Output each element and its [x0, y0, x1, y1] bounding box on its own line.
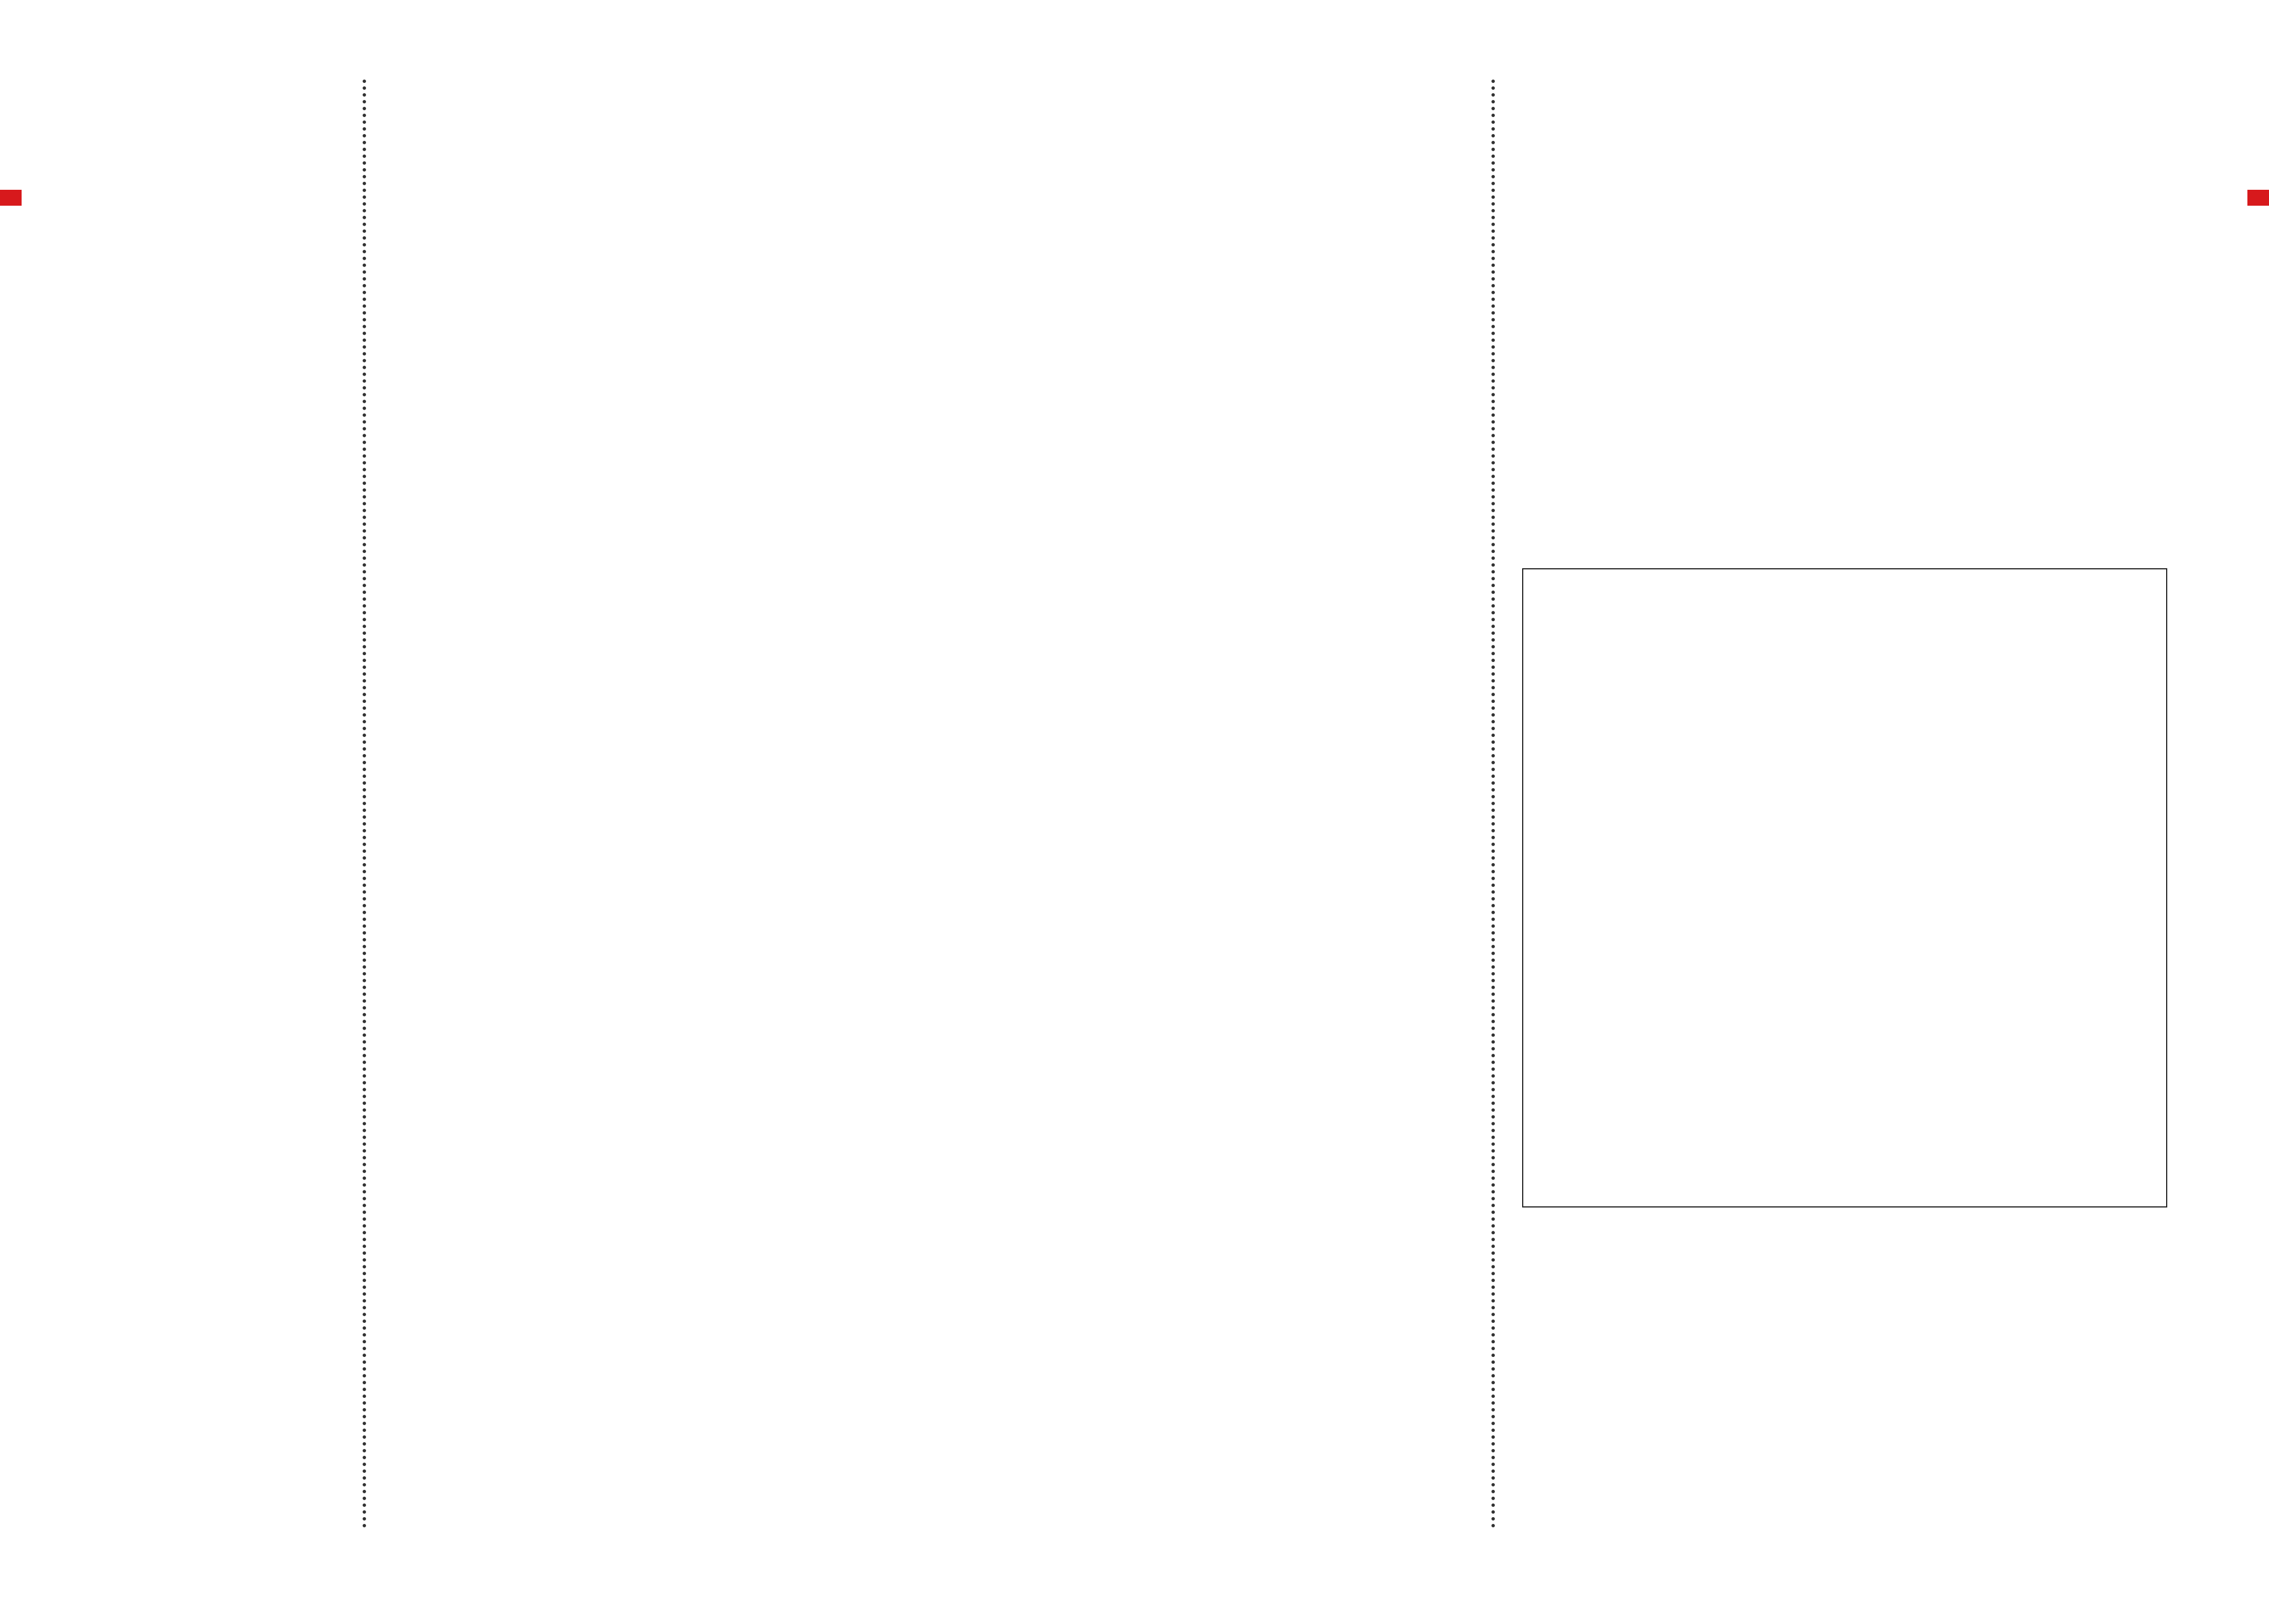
- page-34-main: [392, 80, 1054, 178]
- organize-diagram: [1522, 568, 2167, 1207]
- glossary-right: [1216, 85, 1475, 1085]
- glossary-left: [84, 85, 343, 1443]
- column-divider-right: [1491, 80, 1495, 1529]
- column-divider-left: [363, 80, 366, 1529]
- chapter-tab-right: [2247, 190, 2269, 206]
- chapter-tab-left: [0, 190, 22, 206]
